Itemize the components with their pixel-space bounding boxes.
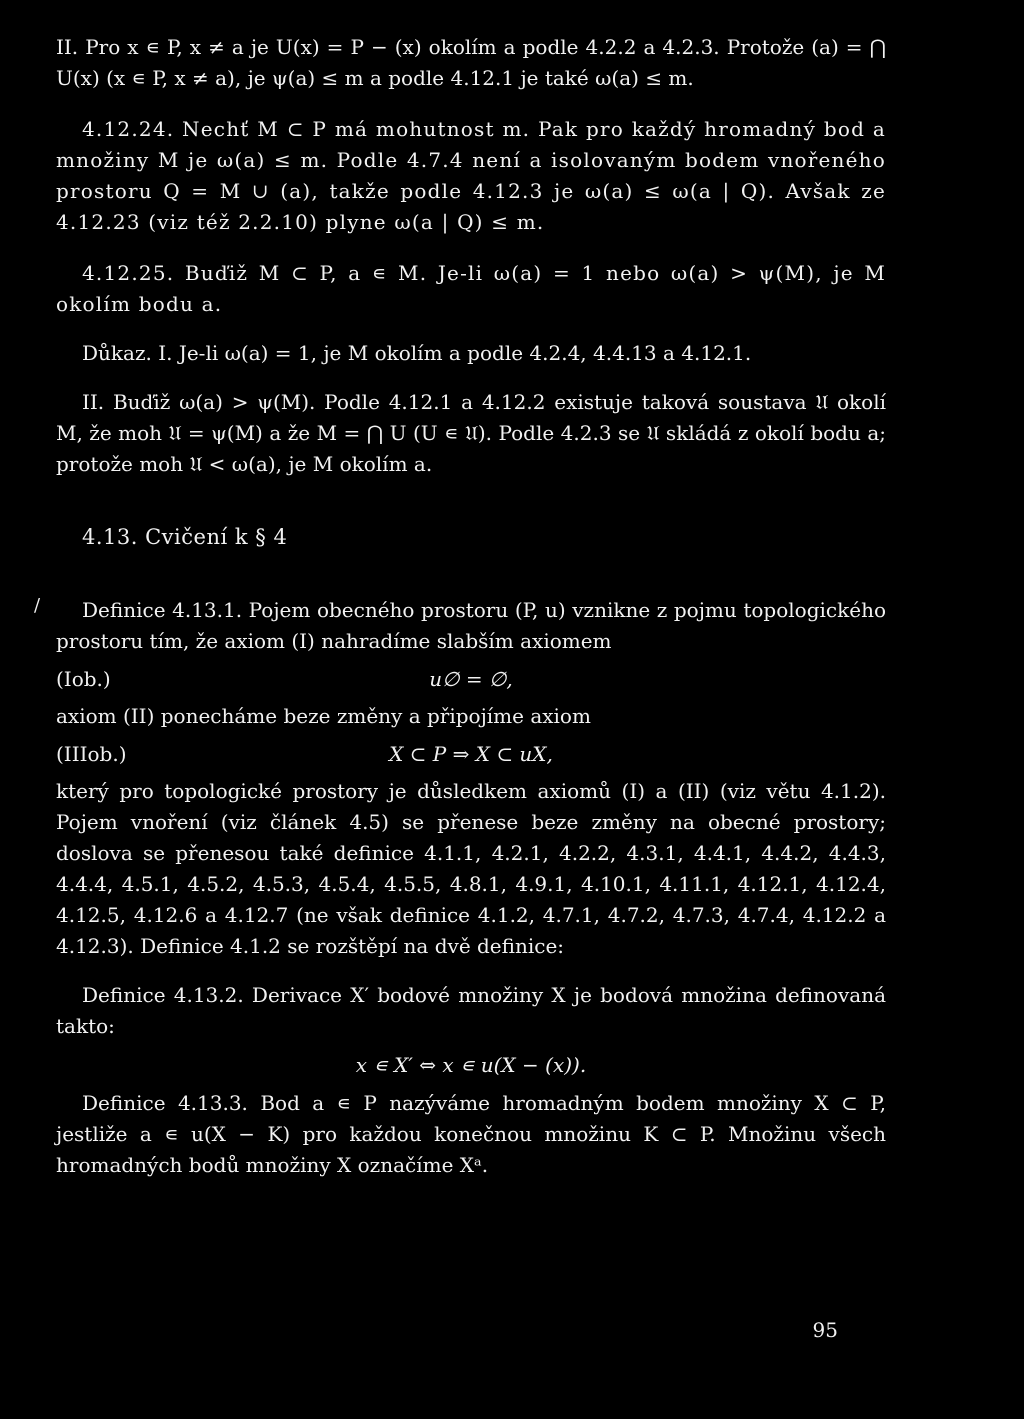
axiom-iob-row — [56, 657, 886, 701]
theorem-4-12-25: 4.12.25. Buďiž M ⊂ P, a ∊ M. Je-li ω(a) = 1 nebo ω(a) > ψ(M), je M okolím bodu a. — [56, 261, 886, 316]
spacer — [56, 238, 886, 258]
axiom-iob-formula: u∅ = ∅, — [429, 667, 513, 691]
spacer — [56, 94, 886, 114]
margin-mark: / — [34, 595, 41, 616]
page-number: 95 — [812, 1318, 838, 1342]
axiom-iiiob-row — [56, 732, 886, 776]
axiom-iiiob-tag: (IIIob.) — [56, 742, 127, 766]
section-heading: 4.13. Cvičení k § 4 — [82, 525, 288, 549]
definition-4-13-3: Definice 4.13.3. Bod a ∊ P nazýváme hromadným bodem množiny X ⊂ P, jestliže a ∊ u(X − K) pro každou konečnou množinu K ⊂ P. Množinu všech hromadných bodů množiny X označíme Xᵃ. — [56, 1091, 886, 1177]
proof-paragraph-ii-continued: II. Pro x ∊ P, x ≠ a je U(x) = P − (x) okolím a podle 4.2.2 a 4.2.3. Protože (a) = ⋂ U(x) (x ∊ P, x ≠ a), je ψ(a) ≤ m a podle 4.12.1 je také ω(a) ≤ m. — [56, 35, 886, 90]
spacer — [56, 480, 886, 522]
spacer — [56, 320, 886, 338]
definition-4-13-1 — [34, 595, 886, 657]
spacer — [56, 369, 886, 387]
page-content — [34, 32, 886, 1392]
spacer — [56, 553, 886, 595]
spacer — [56, 962, 886, 980]
proof-part-ii: II. Buďiž ω(a) > ψ(M). Podle 4.12.1 a 4.12.2 existuje taková soustava 𝔘 okolí M, že moh 𝔘 = ψ(M) a že M = ⋂ U (U ∊ 𝔘). Podle 4.2.3 se 𝔘 skládá z okolí bodu a; protože moh 𝔘 < ω(a), je M okolím a. — [56, 390, 886, 476]
definition-4-13-2: Definice 4.13.2. Derivace X′ bodové množiny X je bodová množina definovaná takto: — [56, 983, 886, 1038]
axiom-iob-tag: (Iob.) — [56, 667, 111, 691]
definition-4-13-1-rest: který pro topologické prostory je důsledkem axiomů (I) a (II) (viz větu 4.1.2). Pojem vnoření (viz článek 4.5) se přenese beze změny na obecné prostory; doslova se přenesou také definice 4.1.1, 4.2.1, 4.2.2, 4.3.1, 4.4.1, 4.4.2, 4.4.3, 4.4.4, 4.5.1, 4.5.2, 4.5.3, 4.5.4, 4.5.5, 4.8.1, 4.9.1, 4.10.1, 4.11.1, 4.12.1, 4.12.4, 4.12.5, 4.12.6 a 4.12.7 (ne však definice 4.1.2, 4.7.1, 4.7.2, 4.7.3, 4.7.4, 4.12.2 a 4.12.3). Definice 4.1.2 se rozštěpí na dvě definice: — [56, 779, 886, 958]
derivative-formula: x ∊ X′ ⇔ x ∊ u(X − (x)). — [355, 1053, 587, 1077]
axiom-iiiob-formula: X ⊂ P ⇒ X ⊂ uX, — [389, 742, 553, 766]
definition-4-13-1-intro: Definice 4.13.1. Pojem obecného prostoru (P, u) vznikne z pojmu topologického prostoru tím, že axiom (I) nahradíme slabším axiomem — [56, 598, 886, 653]
definition-4-13-1-middle: axiom (II) ponecháme beze změny a připojíme axiom — [56, 704, 591, 728]
theorem-4-12-24: 4.12.24. Nechť M ⊂ P má mohutnost m. Pak pro každý hromadný bod a množiny M je ω(a) ≤ m. Podle 4.7.4 není a isolovaným bodem vnořeného prostoru Q = M ∪ (a), takže podle 4.12.3 je ω(a) ≤ ω(a | Q). Avšak ze 4.12.23 (viz též 2.2.10) plyne ω(a | Q) ≤ m. — [56, 117, 886, 234]
proof-part-i: Důkaz. I. Je-li ω(a) = 1, je M okolím a podle 4.2.4, 4.4.13 a 4.12.1. — [82, 341, 752, 365]
